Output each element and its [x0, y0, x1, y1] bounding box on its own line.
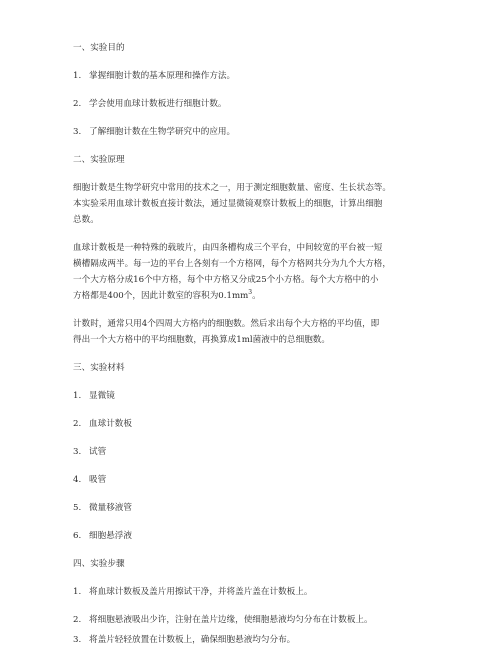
paragraph-line: 本实验采用血球计数板直接计数法，通过显微镜观察计数板上的细胞，计算出细胞 — [73, 199, 383, 209]
list-text: 血球计数板 — [89, 419, 132, 429]
list-number: 1. — [73, 587, 82, 597]
list-text: 显微镜 — [89, 391, 115, 401]
paragraph-text: 方格都是400个，因此计数室的容积为0.1mm — [73, 291, 249, 301]
section-heading-materials: 三、实验材料 — [73, 363, 125, 373]
list-item — [73, 632, 295, 648]
list-item — [73, 416, 132, 432]
list-number: 6. — [73, 531, 82, 541]
list-number: 4. — [73, 475, 82, 485]
paragraph-line: 横槽隔成两半。每一边的平台上各刻有一个方格网，每个方格网共分为九个大方格， — [73, 259, 391, 269]
list-number: 3. — [73, 447, 82, 457]
section-heading-purpose: 一、实验目的 — [73, 43, 125, 53]
list-item — [73, 124, 235, 140]
list-item — [73, 528, 132, 544]
list-text: 吸管 — [89, 475, 107, 485]
section-heading-procedure: 四、实验步骤 — [73, 559, 125, 569]
list-text: 将血球计数板及盖片用擦试干净，并将盖片盖在计数板上。 — [89, 587, 313, 597]
paragraph-line: 计数时，通常只用4个四周大方格内的细胞数。然后求出每个大方格的平均值，即 — [73, 319, 380, 329]
paragraph-line — [73, 288, 261, 304]
list-number: 2. — [73, 99, 82, 109]
list-item — [73, 472, 106, 488]
list-text: 了解细胞计数在生物学研究中的应用。 — [89, 127, 236, 137]
list-text: 将细胞悬液吸出少许，注射在盖片边缘，使细胞悬液均匀分布在计数板上。 — [89, 615, 373, 625]
paragraph-line: 血球计数板是一种特殊的载玻片，由四条槽构成三个平台，中间较宽的平台被一短 — [73, 243, 383, 253]
paragraph-line: 总数。 — [73, 215, 99, 225]
list-number: 3. — [73, 635, 82, 645]
paragraph-text: 。 — [252, 291, 261, 301]
list-text: 学会使用血球计数板进行细胞计数。 — [89, 99, 227, 109]
superscript: 3 — [248, 289, 253, 297]
list-text: 将盖片轻轻放置在计数板上，确保细胞悬液均匀分布。 — [89, 635, 296, 645]
list-text: 试管 — [89, 447, 107, 457]
list-number: 3. — [73, 127, 82, 137]
list-number: 1. — [73, 71, 82, 81]
paragraph-line: 得出一个大方格中的平均细胞数，再换算成1ml菌液中的总细胞数。 — [73, 335, 330, 345]
list-number: 5. — [73, 503, 82, 513]
paragraph-line: 一个大方格分成16个中方格，每个中方格又分成25个小方格。每个大方格中的小 — [73, 275, 379, 285]
paragraph-line: 细胞计数是生物学研究中常用的技术之一，用于测定细胞数量、密度、生长状态等。 — [73, 183, 391, 193]
list-number: 1. — [73, 391, 82, 401]
list-item — [73, 584, 312, 600]
list-number: 2. — [73, 419, 82, 429]
list-item — [73, 500, 132, 516]
list-item — [73, 68, 235, 84]
list-text: 掌握细胞计数的基本原理和操作方法。 — [89, 71, 236, 81]
list-item — [73, 388, 115, 404]
list-number: 2. — [73, 615, 82, 625]
list-item — [73, 444, 106, 460]
section-heading-principle: 二、实验原理 — [73, 155, 125, 165]
list-item — [73, 612, 373, 628]
list-text: 细胞悬浮液 — [89, 531, 132, 541]
list-item — [73, 96, 227, 112]
list-text: 微量移液管 — [89, 503, 132, 513]
